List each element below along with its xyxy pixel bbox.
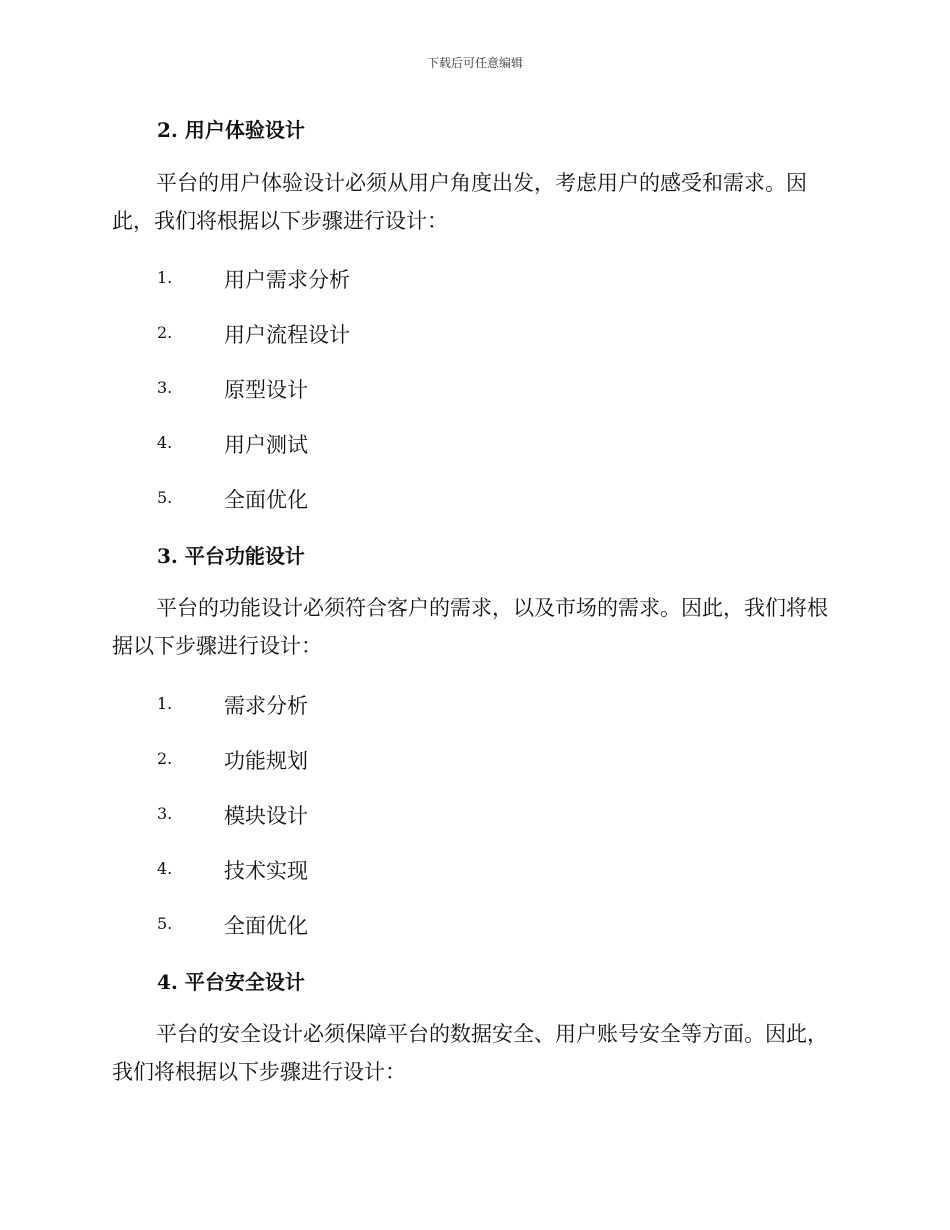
list-item-text: 功能规划 [224, 749, 308, 773]
section-paragraph: 平台的用户体验设计必须从用户角度出发，考虑用户的感受和需求。因此，我们将根据以下步骤进行设计： [112, 171, 807, 233]
list-item-number: 4. [157, 859, 173, 878]
list-item-number: 3. [157, 378, 173, 397]
list-item-number: 5. [157, 488, 173, 507]
list-item-number: 1. [157, 268, 173, 287]
list-item-number: 2. [157, 749, 173, 768]
list-item-number: 4. [157, 433, 173, 452]
list-item-number: 3. [157, 804, 173, 823]
section-heading: 2. 用户体验设计 [157, 118, 305, 142]
list-item-number: 1. [157, 694, 173, 713]
list-item-text: 需求分析 [224, 694, 308, 718]
list-item-text: 原型设计 [224, 378, 308, 402]
list-item-number: 5. [157, 914, 173, 933]
list-item-number: 2. [157, 323, 173, 342]
list-item-text: 全面优化 [224, 488, 308, 512]
page-header: 下载后可任意编辑 [426, 56, 523, 70]
list-item-text: 用户需求分析 [224, 268, 350, 292]
section-heading: 4. 平台安全设计 [157, 970, 305, 994]
list-item-text: 用户测试 [224, 433, 308, 457]
list-item-text: 用户流程设计 [224, 323, 350, 347]
section-paragraph: 平台的功能设计必须符合客户的需求，以及市场的需求。因此，我们将根据以下步骤进行设计： [112, 596, 828, 658]
section-paragraph: 平台的安全设计必须保障平台的数据安全、用户账号安全等方面。因此，我们将根据以下步骤进行设计： [112, 1022, 828, 1084]
list-item-text: 技术实现 [224, 859, 308, 883]
list-item-text: 全面优化 [224, 914, 308, 938]
section-heading: 3. 平台功能设计 [157, 544, 305, 568]
list-item-text: 模块设计 [224, 804, 308, 828]
